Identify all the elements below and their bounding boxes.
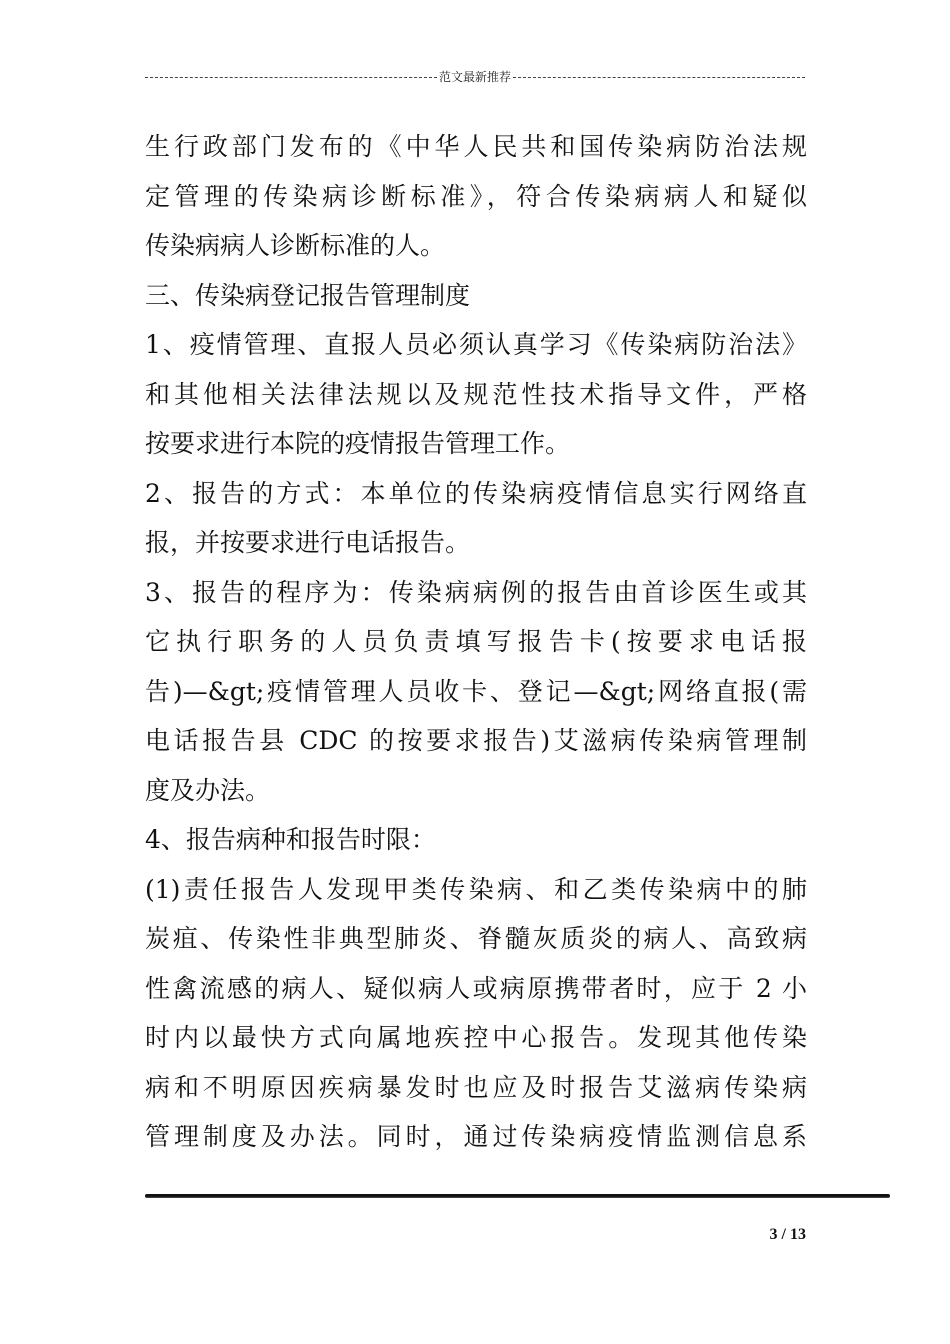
footer-rule (145, 1194, 890, 1198)
text-line: 病和不明原因疾病暴发时也应及时报告艾滋病传染病 (145, 1072, 807, 1102)
body-text (145, 122, 807, 1162)
text-line: 3、报告的程序为：传染病病例的报告由首诊医生或其 (145, 577, 807, 607)
text-line: 定管理的传染病诊断标准》，符合传染病病人和疑似 (145, 181, 807, 211)
header-title: 范文最新推荐 (439, 69, 512, 84)
text-line: 告)—&gt;疫情管理人员收卡、登记—&gt;网络直报(需 (145, 676, 807, 706)
text-line: 和其他相关法律法规以及规范性技术指导文件，严格 (145, 379, 807, 409)
text-line: 4、报告病种和报告时限： (145, 825, 436, 854)
text-line: 时内以最快方式向属地疾控中心报告。发现其他传染 (145, 1023, 807, 1052)
text-line: 生行政部门发布的《中华人民共和国传染病防治法规 (145, 132, 807, 161)
text-line: 性禽流感的病人、疑似病人或病原携带者时，应于 2 小 (145, 973, 807, 1003)
text-line: 度及办法。 (145, 775, 271, 805)
page-number: 3 / 13 (769, 1226, 806, 1243)
text-line: 管理制度及办法。同时，通过传染病疫情监测信息系 (145, 1122, 807, 1151)
header-rule-left (145, 77, 437, 78)
text-line: 传染病病人诊断标准的人。 (145, 231, 446, 260)
text-line: 炭疽、传染性非典型肺炎、脊髓灰质炎的病人、高致病 (145, 924, 807, 953)
text-line: 按要求进行本院的疫情报告管理工作。 (145, 429, 571, 458)
text-line: 1、疫情管理、直报人员必须认真学习《传染病防治法》 (145, 330, 807, 359)
page-header (145, 66, 805, 86)
header-rule-right (513, 77, 805, 78)
text-line: 三、传染病登记报告管理制度 (145, 280, 471, 310)
text-line: 它执行职务的人员负责填写报告卡(按要求电话报 (145, 627, 807, 656)
text-line: 2、报告的方式：本单位的传染病疫情信息实行网络直 (145, 478, 807, 508)
text-line: 电话报告县 CDC 的按要求报告)艾滋病传染病管理制 (145, 726, 807, 755)
text-line: (1)责任报告人发现甲类传染病、和乙类传染病中的肺 (145, 874, 807, 904)
text-line: 报，并按要求进行电话报告。 (145, 528, 471, 557)
